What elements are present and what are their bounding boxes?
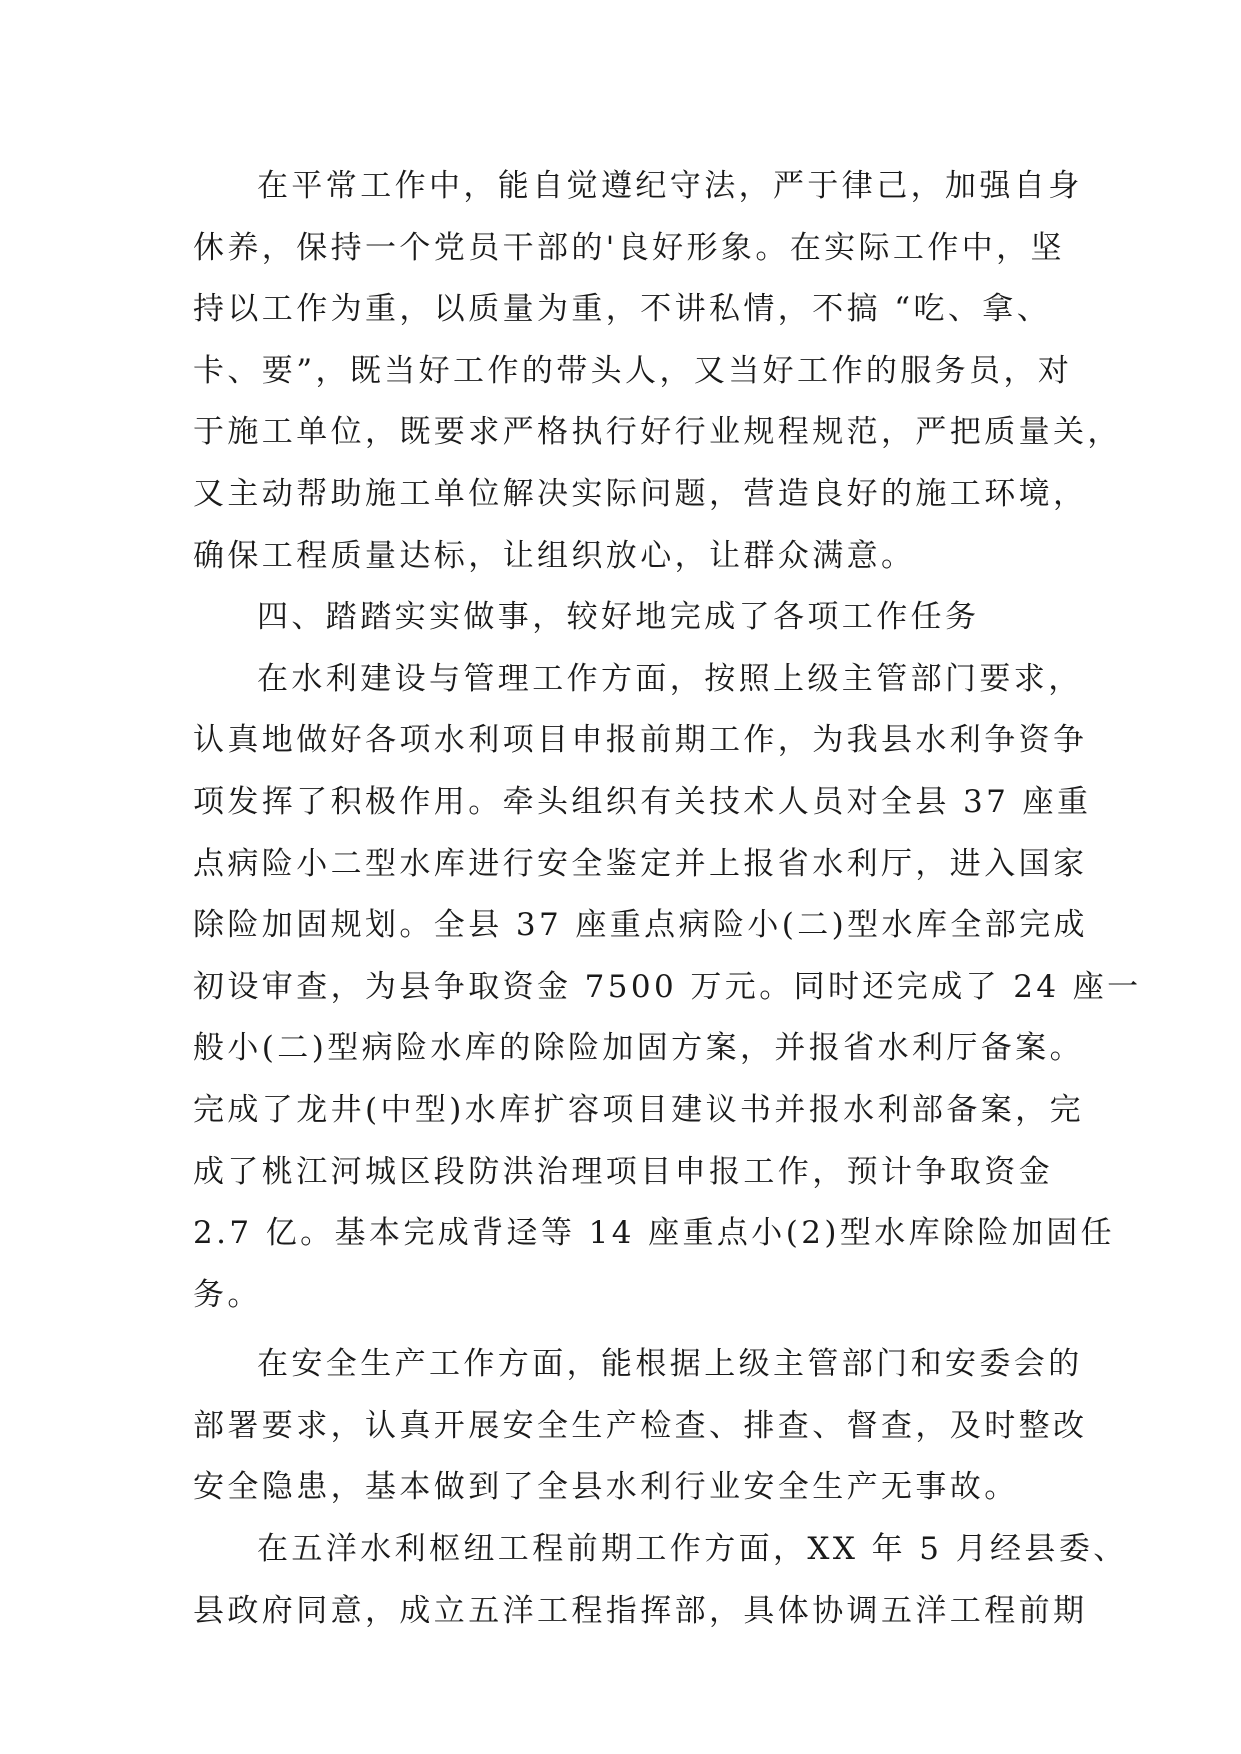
section-heading: 四、踏踏实实做事，较好地完成了各项工作任务: [257, 599, 980, 636]
paragraph-line: 部署要求，认真开展安全生产检查、排查、督查，及时整改: [193, 1407, 1088, 1444]
paragraph-line: 成了桃江河城区段防洪治理项目申报工作，预计争取资金: [193, 1153, 1053, 1190]
paragraph-line: 初设审查，为县争取资金 7500 万元。同时还完成了 24 座一: [193, 968, 1142, 1005]
paragraph-line: 认真地做好各项水利项目申报前期工作，为我县水利争资争: [193, 722, 1088, 759]
paragraph-line: 在平常工作中，能自觉遵纪守法，严于律己，加强自身: [257, 168, 1083, 204]
paragraph-line: 又主动帮助施工单位解决实际问题，营造良好的施工环境，: [193, 475, 1088, 512]
paragraph-line: 于施工单位，既要求严格执行好行业规程规范，严把质量关，: [193, 414, 1122, 451]
paragraph-line: 完成了龙井(中型)水库扩容项目建议书并报水利部备案，完: [193, 1091, 1084, 1128]
paragraph-line: 安全隐患，基本做到了全县水利行业安全生产无事故。: [193, 1469, 1019, 1506]
paragraph-line: 点病险小二型水库进行安全鉴定并上报省水利厅，进入国家: [193, 845, 1088, 882]
paragraph-line: 在安全生产工作方面，能根据上级主管部门和安委会的: [257, 1346, 1083, 1383]
paragraph-line: 般小(二)型病险水库的除险加固方案，并报省水利厅备案。: [193, 1030, 1084, 1067]
paragraph-line: 在五洋水利枢纽工程前期工作方面，XX 年 5 月经县委、: [257, 1531, 1128, 1568]
paragraph-line: 休养，保持一个党员干部的'良好形象。在实际工作中，坚: [193, 229, 1065, 266]
document-body: [193, 156, 1142, 1642]
paragraph-line: 在水利建设与管理工作方面，按照上级主管部门要求，: [257, 660, 1083, 697]
paragraph-line: 确保工程质量达标，让组织放心，让群众满意。: [193, 537, 916, 574]
paragraph-line: 持以工作为重，以质量为重，不讲私情，不搞 “吃、拿、: [193, 291, 1052, 328]
paragraph-line: 除险加固规划。全县 37 座重点病险小(二)型水库全部完成: [193, 907, 1088, 944]
paragraph-line: 2.7 亿。基本完成背迳等 14 座重点小(2)型水库除险加固任: [193, 1215, 1116, 1252]
paragraph-line: 项发挥了积极作用。牵头组织有关技术人员对全县 37 座重: [193, 783, 1092, 820]
paragraph-line: 务。: [193, 1276, 262, 1313]
paragraph-line: 卡、要”，既当好工作的带头人，又当好工作的服务员，对: [193, 352, 1073, 389]
paragraph-line: 县政府同意，成立五洋工程指挥部，具体协调五洋工程前期: [193, 1592, 1088, 1629]
